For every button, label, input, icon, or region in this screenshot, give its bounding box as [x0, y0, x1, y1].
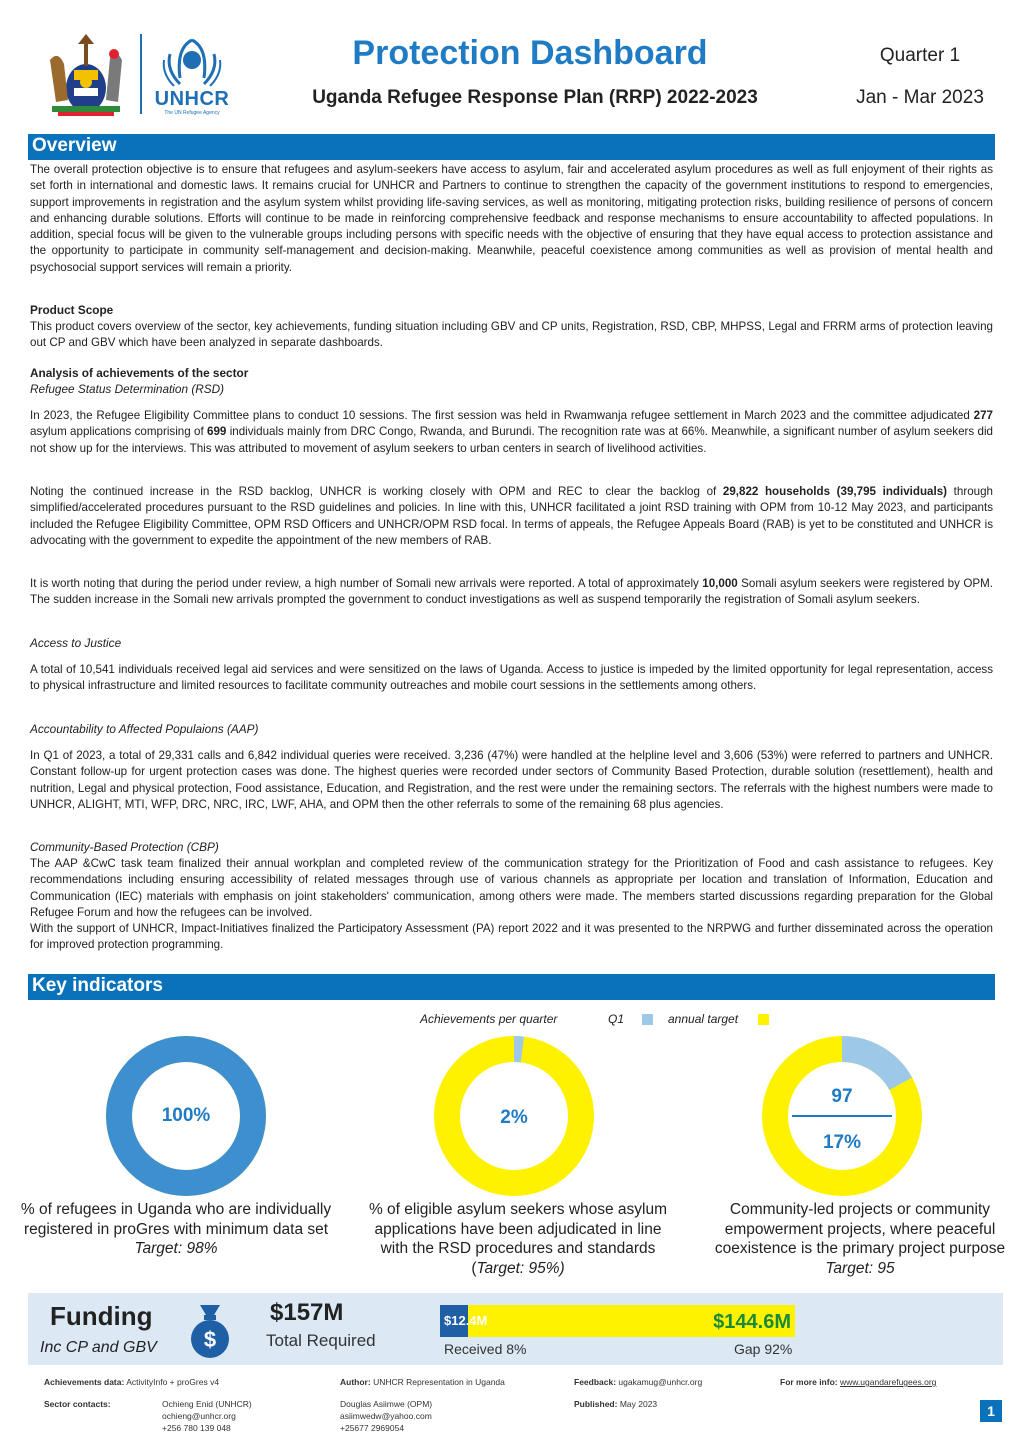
funding-gap-caption: Gap 92%: [734, 1341, 793, 1357]
kpi-description-cbp: Community-led projects or community empowerment projects, where peaceful coexistence is the primary project purpose Target: 95: [714, 1201, 1006, 1277]
quarter-label: Quarter 1: [879, 45, 961, 66]
legend-title: Achievements per quarter: [420, 1012, 558, 1026]
svg-text:$: $: [203, 1327, 217, 1352]
rsd-paragraph-2: Noting the continued increase in the RSD backlog, UNHCR is working closely with OPM and REC to clear the backlog of 29,822 households (39,795 individuals) through simplified/accelerated procedures pursuant to the RSD guidelines and policies. In line with this, UNHCR facilitated a joint RSD training with OPM from 10-12 May 2023, and participants included the Refugee Eligibility Committee, OPM RSD Officers and UNHCR/OPM RSD focal. In terms of appeals, the Refugee Appeals Board (RAB) is yet to be constituted and UNHCR is advocating with the government to expedite the appointment of the new members of RAB.: [30, 485, 994, 547]
unhcr-logo-subtext: The UN Refugee Agency: [164, 110, 220, 116]
rsd-paragraph-3: It is worth noting that during the period under review, a high number of Somali new arrivals were reported. A total of approximately 10,000 Somali asylum seekers were registered by OPM. The sudden increase in the Somali new arrivals prompted the government to conduct investigations as well as suspend temporarily the registration of Somali asylum seekers.: [30, 577, 993, 607]
legend-target-label: annual target: [668, 1012, 739, 1026]
unhcr-emblem-icon: [150, 34, 234, 88]
footer-contact-2: Douglas Asiimwe (OPM) asiimwedw@yahoo.com +25677 2969054: [340, 1399, 433, 1433]
more-info-link[interactable]: www.ugandarefugees.org: [839, 1377, 937, 1387]
footer-feedback[interactable]: Feedback: ugakamug@unhcr.org: [574, 1377, 703, 1387]
unhcr-logo-text: UNHCR: [154, 88, 230, 110]
justice-heading: Access to Justice: [30, 636, 122, 650]
footer-published: Published: May 2023: [574, 1399, 658, 1409]
uganda-coat-of-arms-icon: [38, 30, 134, 118]
footer-contacts-label: Sector contacts:: [44, 1399, 111, 1409]
funding-received-amount: $12.4M: [444, 1313, 488, 1328]
overview-paragraph: The overall protection objective is to ensure that refugees and asylum-seekers have access to asylum, fair and accelerated asylum procedures as well as full enjoyment of their rights as set forth in international and domestic laws. It remains crucial for UNHCR and Partners to continue to strengthen the capacity of the government institutions to respond to emergencies, support improvements in registration and the asylum system whilst providing life-saving services, as well as monitoring, mitigating protection risks, building resilience of persons of concern and enhancing durable solutions. Efforts will continue to be made in reinforcing comprehensive feedback and response mechanisms to ensure accountability to affected populations. In addition, special focus will be given to the vulnerable groups including persons with specific needs with the objective of ensuring that they have equal access to protection assistance and the opportunity to participate in community self-management and decision-making. Meanwhile, peaceful coexistence among communities as well as provision of mental health and psychosocial support services will remain a priority.: [30, 163, 993, 274]
overview-heading: Overview: [28, 134, 995, 158]
logo-separator: [140, 34, 142, 114]
legend-q1-label: Q1: [608, 1012, 625, 1026]
footer-data-source: Achievements data: ActivityInfo + proGres v4: [44, 1377, 220, 1387]
unhcr-logo: [150, 34, 234, 118]
justice-paragraph: A total of 10,541 individuals received legal aid services and were sensitized on the laws of Uganda. Access to justice is impeded by the limited opportunity for legal representation, access to physical infrastructure and limited resources to facilitate community outreaches and mobile court sessions in the settlements among others.: [30, 663, 993, 693]
donut-value-cbp-percent: 17%: [822, 1132, 862, 1153]
key-indicators-rule: [28, 998, 995, 1000]
footer-more-info[interactable]: For more info: www.ugandarefugees.org: [780, 1377, 937, 1387]
cbp-paragraph-1: The AAP &CwC task team finalized their annual workplan and completed review of the communication strategy for the Prioritization of Food and cash assistance to refugees. Key recommendations including ensuring accessibility of related messages through use of various channels as appropriate per location and translation of Information, Education and Communication (IEC) materials with emphasis on joint stakeholders' communication, among others were made. The members started discussions regarding preparation for the Global Refugee Forum and how the refugees can be involved.: [30, 857, 993, 919]
product-scope-heading: Product Scope: [30, 303, 114, 317]
aap-paragraph: In Q1 of 2023, a total of 29,331 calls and 6,842 individual queries were received. 3,236 (47%) were handled at the helpline level and 3,606 (53%) were referred to partners and UNHCR. Constant follow-up for urgent protection cases was done. The highest queries were recorded under sectors of Community Based Protection, durable solution (resettlement), health and nutrition, Legal and physical protection, Food assistance, Education, and Registration, and the rest were under the remaining sectors. The referrals with the highest numbers were made to UNHCR, ALIGHT, MTI, WFP, DRC, NRC, IRC, LWF, AHA, and OPM then the other referrals to some of the remaining 68 plus agencies.: [30, 749, 993, 811]
period-label: Jan - Mar 2023: [856, 87, 984, 108]
funding-total-label: Total Required: [266, 1331, 376, 1350]
donut-value-cbp-count: 97: [831, 1086, 853, 1107]
analysis-heading: Analysis of achievements of the sector: [30, 366, 249, 380]
funding-title: Funding: [50, 1301, 153, 1331]
footer-contact-1: Ochieng Enid (UNHCR) ochieng@unhcr.org +256 780 139 048: [162, 1399, 252, 1433]
funding-received-caption: Received 8%: [444, 1341, 527, 1357]
money-bag-icon: [188, 1301, 232, 1359]
key-indicators-heading: Key indicators: [28, 974, 995, 998]
donut-value-registration: 100%: [161, 1105, 211, 1126]
funding-gap-amount: $144.6M: [713, 1311, 791, 1333]
header: [0, 0, 1024, 125]
page-title: Protection Dashboard: [352, 34, 708, 72]
kpi-description-rsd: % of eligible asylum seekers whose asylum applications have been adjudicated in line with the RSD procedures and standards (Target: 95%): [368, 1201, 668, 1277]
legend-target-swatch: [758, 1014, 769, 1025]
funding-bar: [440, 1305, 795, 1337]
aap-heading: Accountability to Affected Populaions (AAP): [30, 722, 259, 736]
donut-chart-cbp: [762, 1036, 922, 1196]
rsd-paragraph-1: In 2023, the Refugee Eligibility Committee plans to conduct 10 sessions. The first session was held in Rwamwanja refugee settlement in March 2023 and the committee adjudicated 277 asylum applications comprising of 699 individuals mainly from DRC Congo, Rwanda, and Burundi. The recognition rate was at 66%. Meanwhile, a significant number of asylum seekers did not show up for the interviews. This was attributed to movement of asylum seekers to urban centers in search of livelihood activities.: [30, 409, 993, 455]
funding-panel: [28, 1293, 1003, 1365]
funding-total: $157M: [270, 1299, 344, 1326]
page-subtitle: Uganda Refugee Response Plan (RRP) 2022-2023: [312, 87, 758, 108]
product-scope-text: This product covers overview of the sector, key achievements, funding situation including GBV and CP units, Registration, RSD, CBP, MHPSS, Legal and FRRM arms of protection leaving out CP and GBV which have been analyzed in separate dashboards.: [30, 320, 993, 350]
footer-author: Author: UNHCR Representation in Uganda: [340, 1377, 505, 1387]
cbp-heading: Community-Based Protection (CBP): [30, 840, 219, 854]
legend-q1-swatch: [642, 1014, 653, 1025]
donut-value-rsd: 2%: [500, 1107, 528, 1128]
kpi-description-registration: % of refugees in Uganda who are individually registered in proGres with minimum data set Target: 98%: [20, 1201, 332, 1257]
overview-rule: [28, 158, 995, 160]
funding-subtitle: Inc CP and GBV: [40, 1339, 157, 1356]
cbp-paragraph-2: With the support of UNHCR, Impact-Initiatives finalized the Participatory Assessment (PA) report 2022 and it was presented to the NRPWG and further disseminated across the operation for improved protection programming.: [30, 922, 993, 952]
page-number: 1: [980, 1400, 1002, 1422]
rsd-heading: Refugee Status Determination (RSD): [30, 382, 225, 396]
